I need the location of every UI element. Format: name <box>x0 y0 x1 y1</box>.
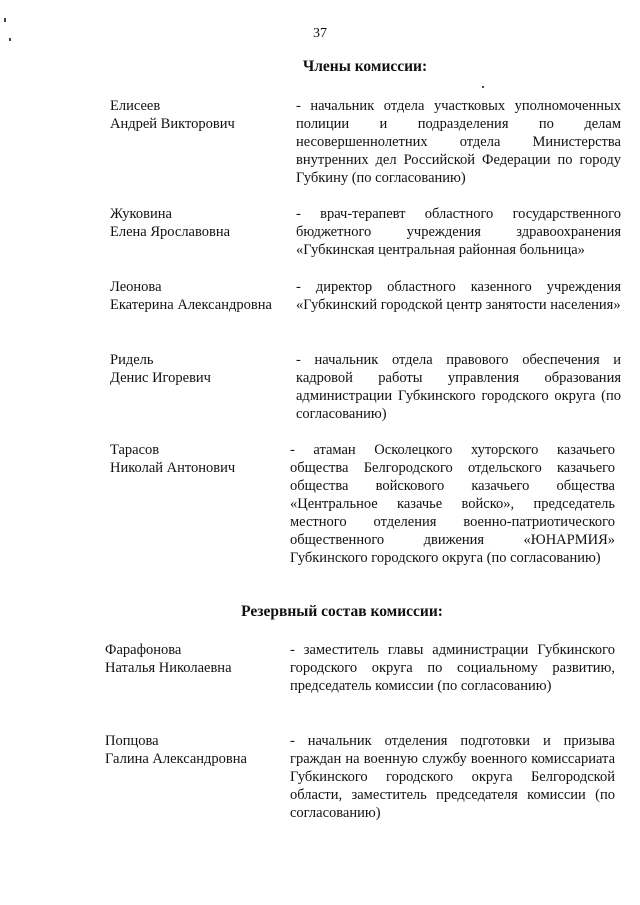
scan-speck <box>4 18 6 22</box>
reserve-given-names: Галина Александровна <box>105 751 247 767</box>
member-surname: Ридель <box>110 352 154 368</box>
page-number: 37 <box>313 26 327 41</box>
reserve-role: - начальник отделения подготовки и призыва граждан на военную службу военного комиссариата Губкинского городского округа Белгородской области, заместитель председателя комиссии (по согласованию) <box>290 733 615 821</box>
reserve-name <box>105 641 295 677</box>
member-given-names: Елена Ярославовна <box>110 224 231 240</box>
reserve-given-names: Наталья Николаевна <box>105 660 232 676</box>
members-heading: Члены комиссии: <box>302 58 428 75</box>
scan-speck <box>482 86 484 88</box>
reserve-surname: Попцова <box>105 733 159 749</box>
member-surname: Тарасов <box>110 442 160 458</box>
member-name <box>110 97 300 133</box>
reserve-name <box>105 732 295 768</box>
member-surname: Елисеев <box>110 98 161 114</box>
member-given-names: Екатерина Александровна <box>110 297 272 313</box>
member-given-names: Денис Игоревич <box>110 370 211 386</box>
member-name <box>110 441 300 477</box>
member-surname: Жуковина <box>110 206 172 222</box>
reserve-heading: Резервный состав комиссии: <box>241 603 443 620</box>
member-name <box>110 351 300 387</box>
member-name <box>110 205 300 241</box>
member-role: - врач-терапевт областного государственного бюджетного учреждения здравоохранения «Губкинская центральная районная больница» <box>296 206 621 258</box>
reserve-role: - заместитель главы администрации Губкинского городского округа по социальному развитию, председатель комиссии (по согласованию) <box>290 642 615 694</box>
member-role: - начальник отдела участковых уполномоченных полиции и подразделения по делам несовершеннолетних отдела Министерства внутренних дел Российской Федерации по городу Губкину (по согласованию) <box>296 98 621 186</box>
member-role: - атаман Осколецкого хуторского казачьего общества Белгородского отдельского казачьего общества войскового казачьего общества «Центральное казачье войско», председатель местного отделения военно-патриотического общественного движения «ЮНАРМИЯ» Губкинского городского округа (по согласованию) <box>290 442 615 566</box>
scan-speck <box>9 38 11 41</box>
member-name <box>110 278 300 314</box>
reserve-surname: Фарафонова <box>105 642 182 658</box>
member-surname: Леонова <box>110 279 162 295</box>
member-role: - директор областного казенного учреждения «Губкинский городской центр занятости населения» <box>296 279 621 313</box>
member-given-names: Андрей Викторович <box>110 116 235 132</box>
member-given-names: Николай Антонович <box>110 460 236 476</box>
member-role: - начальник отдела правового обеспечения и кадровой работы управления образования администрации Губкинского городского округа (по согласованию) <box>296 352 621 422</box>
